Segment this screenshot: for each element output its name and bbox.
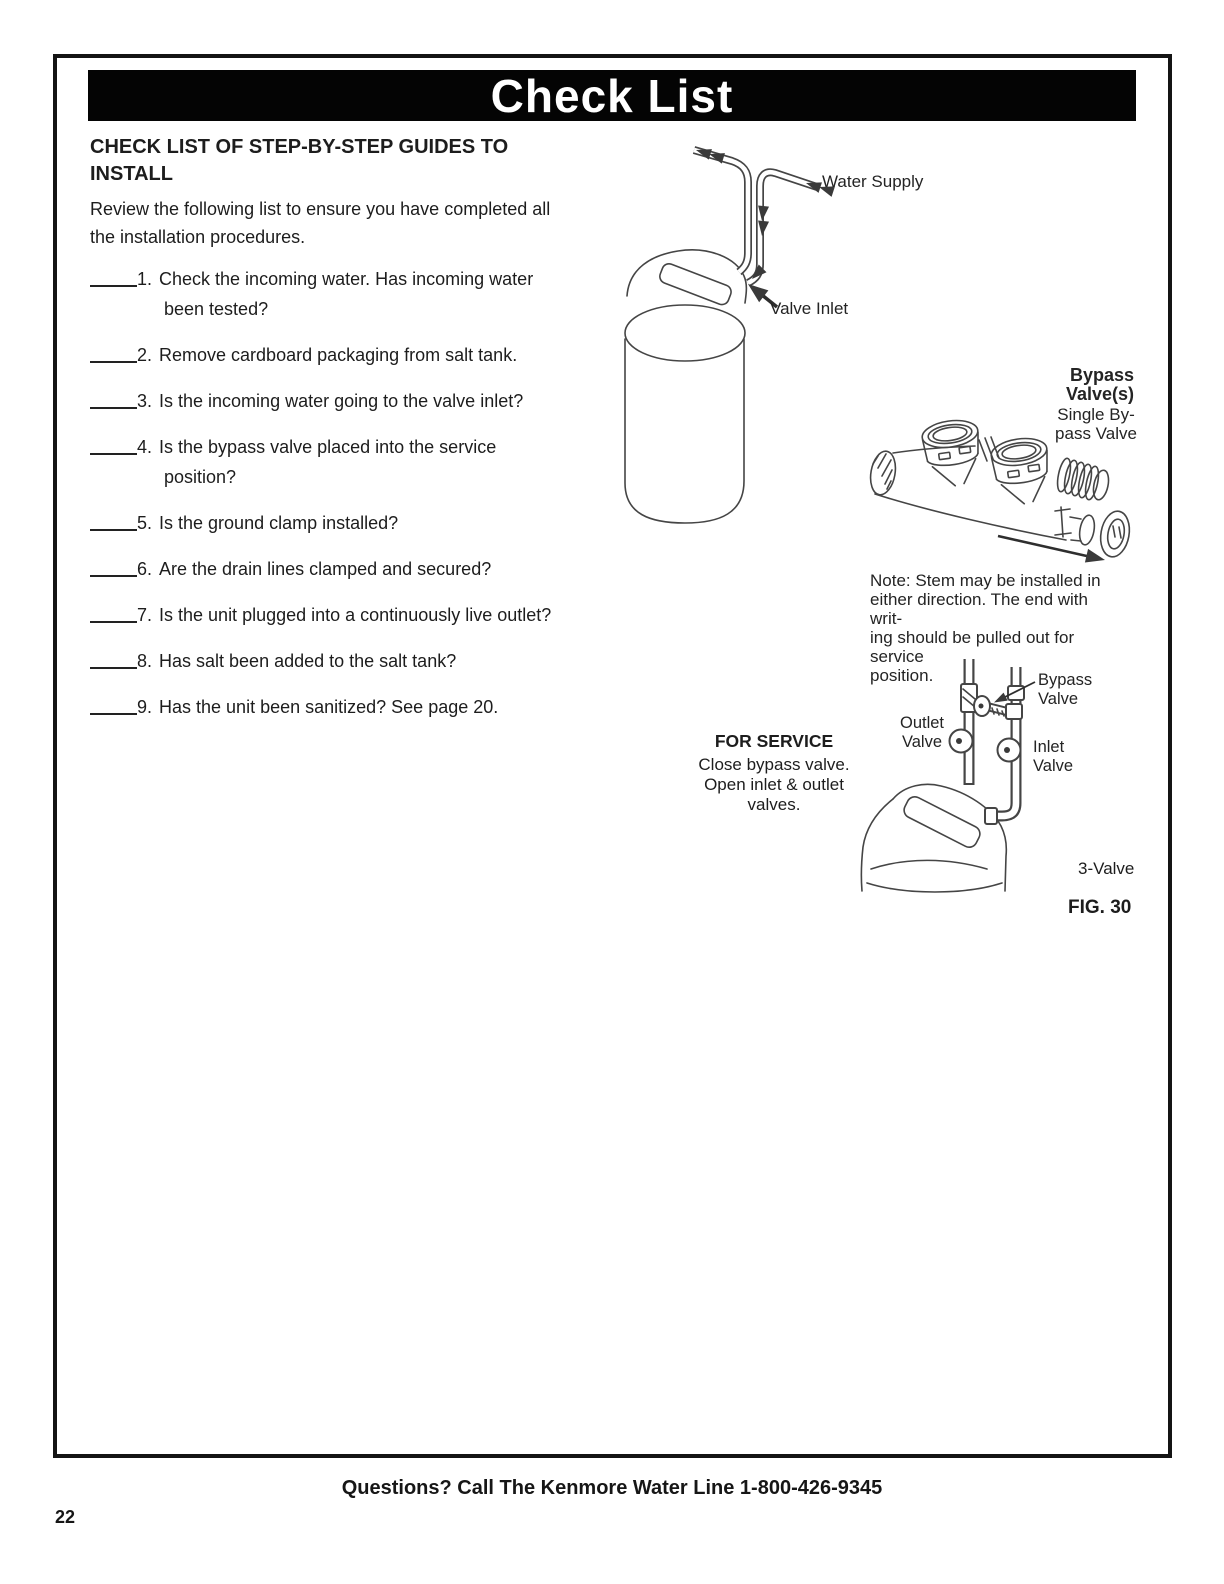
checklist-item xyxy=(90,692,650,722)
note-line: ing should be pulled out for service xyxy=(870,628,1075,666)
pipes xyxy=(969,657,1016,816)
note-line: position. xyxy=(870,666,934,685)
instruction-line: Open inlet & outlet xyxy=(704,775,844,794)
inlet-valve-label xyxy=(1033,738,1073,775)
three-valve-bypass-diagram xyxy=(845,655,1145,893)
inlet-port xyxy=(920,417,985,489)
item-first-line xyxy=(90,692,650,722)
item-text: Remove cardboard packaging from salt tank. xyxy=(159,345,518,365)
item-text: Has salt been added to the salt tank? xyxy=(159,651,457,671)
item-text: Is the unit plugged into a continuously live outlet? xyxy=(159,605,552,625)
fill-in-blank-line xyxy=(90,664,137,669)
checklist-item xyxy=(90,508,650,538)
item-text: Is the bypass valve placed into the service xyxy=(159,437,497,457)
item-text: Is the incoming water going to the valve inlet? xyxy=(159,391,524,411)
checklist-item xyxy=(90,646,650,676)
checklist-heading-line2: INSTALL xyxy=(90,163,173,185)
checklist-item xyxy=(90,554,650,584)
label-line: Valve xyxy=(901,732,943,751)
item-number: 5. xyxy=(137,513,153,533)
checklist-item xyxy=(90,340,650,370)
threaded-fitting xyxy=(1055,457,1111,501)
item-number: 6. xyxy=(137,559,153,579)
item-number: 3. xyxy=(137,391,153,411)
checklist-items xyxy=(90,264,650,722)
checklist-intro xyxy=(90,195,650,251)
label-line: Outlet xyxy=(899,714,945,732)
intro-line: Review the following list to ensure you have completed all xyxy=(90,199,551,219)
label-line: pass Valve xyxy=(1055,424,1137,443)
item-number: 1. xyxy=(137,269,153,289)
section-title-banner xyxy=(88,70,1136,121)
fill-in-blank-line xyxy=(90,358,137,363)
water-softener-install-diagram xyxy=(598,133,850,535)
item-first-line xyxy=(90,340,650,370)
item-first-line xyxy=(90,432,650,462)
label-line: Valve xyxy=(1038,689,1079,708)
item-first-line xyxy=(90,600,650,630)
intro-line: the installation procedures. xyxy=(90,227,306,247)
label-line: Inlet xyxy=(1033,738,1065,756)
note-line: Note: Stem may be installed in xyxy=(870,571,1101,590)
flow-arrow-icons xyxy=(694,145,835,283)
item-number: 8. xyxy=(137,651,153,671)
item-text: Are the drain lines clamped and secured? xyxy=(159,559,492,579)
tank-outline xyxy=(625,250,746,523)
item-number: 7. xyxy=(137,605,153,625)
fill-in-blank-line xyxy=(90,526,137,531)
item-text-continued: been tested? xyxy=(164,299,269,319)
item-text: Has the unit been sanitized? See page 20. xyxy=(159,697,499,717)
item-first-line xyxy=(90,264,650,294)
footer-helpline: Questions? Call The Kenmore Water Line 1-800-426-9345 xyxy=(341,1477,883,1499)
checklist-item xyxy=(90,600,650,630)
fill-in-blank-line xyxy=(90,404,137,409)
instruction-line: valves. xyxy=(747,795,801,814)
item-number: 4. xyxy=(137,437,153,457)
outlet-valve-label xyxy=(891,714,953,751)
item-first-line xyxy=(90,508,650,538)
item-text: Check the incoming water. Has incoming water xyxy=(159,269,534,289)
water-supply-label: Water Supply xyxy=(822,172,924,191)
outlet-port xyxy=(989,435,1054,507)
item-text: Is the ground clamp installed? xyxy=(159,513,399,533)
for-service-instructions xyxy=(694,731,854,815)
instruction-line: Close bypass valve. xyxy=(698,755,850,774)
bypass-valves-title: Bypass Valve(s) xyxy=(1065,365,1134,404)
checklist-item xyxy=(90,386,650,416)
item-first-line xyxy=(90,554,650,584)
item-first-line xyxy=(90,386,650,416)
checklist-column xyxy=(90,134,650,738)
label-line: Single By- xyxy=(1057,405,1135,424)
page-number: 22 xyxy=(55,1507,76,1527)
label-line: Valve xyxy=(1033,756,1074,775)
fill-in-blank-line xyxy=(90,282,137,287)
fill-in-blank-line xyxy=(90,618,137,623)
page-title: Check List xyxy=(490,69,734,122)
fill-in-blank-line xyxy=(90,450,137,455)
valve-inlet-label: Valve Inlet xyxy=(770,299,849,318)
fill-in-blank-line xyxy=(90,710,137,715)
checklist-item xyxy=(90,264,650,324)
item-first-line xyxy=(90,646,650,676)
checklist-item xyxy=(90,432,650,492)
single-bypass-valve-diagram xyxy=(858,390,1150,580)
water-pipes xyxy=(694,150,817,283)
three-valve-label: 3-Valve xyxy=(1078,859,1135,878)
item-number: 9. xyxy=(137,697,153,717)
bypass-valve-label xyxy=(1038,671,1092,708)
item-number: 2. xyxy=(137,345,153,365)
item-text-continued: position? xyxy=(164,467,237,487)
checklist-heading-line1: CHECK LIST OF STEP-BY-STEP GUIDES TO xyxy=(90,136,509,158)
label-line: Bypass xyxy=(1038,671,1093,689)
fill-in-blank-line xyxy=(90,572,137,577)
for-service-title: FOR SERVICE xyxy=(714,731,834,751)
tank-outline xyxy=(861,784,1006,892)
note-line: either direction. The end with writ- xyxy=(870,590,1088,628)
figure-caption: FIG. 30 xyxy=(1068,897,1132,918)
